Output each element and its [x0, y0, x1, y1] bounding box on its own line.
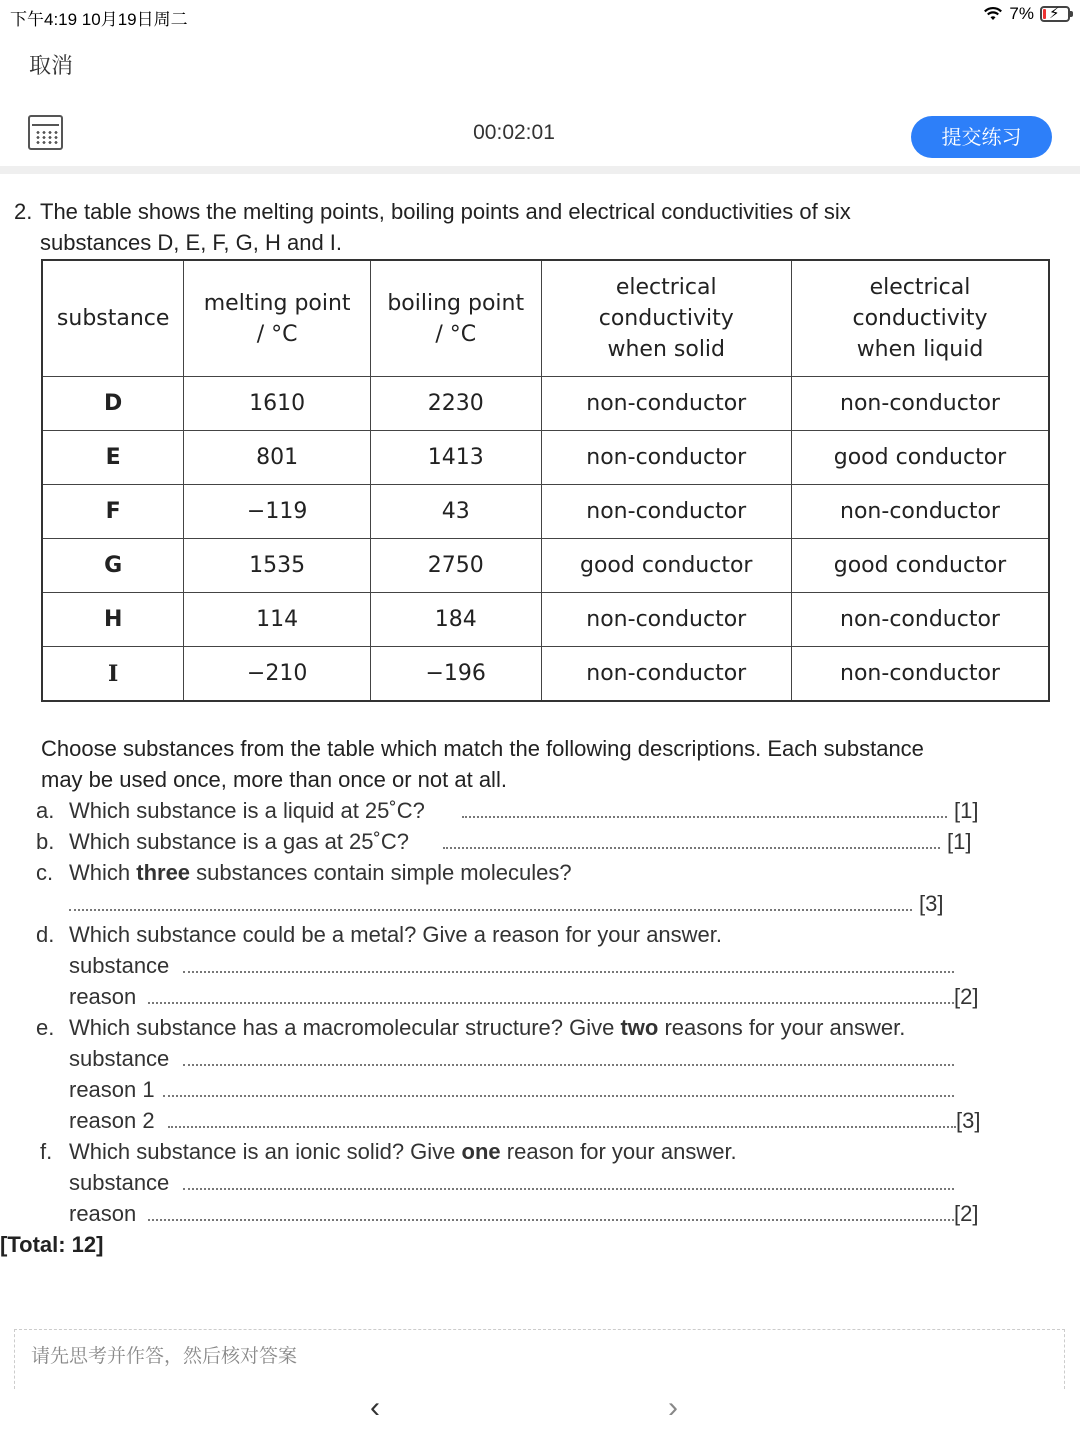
cell-melting: 114	[184, 593, 371, 647]
status-time: 下午4:19 10月19日周二	[10, 10, 188, 29]
part-label: d.	[36, 922, 55, 947]
answer-line[interactable]	[148, 1198, 954, 1229]
answer-line[interactable]	[183, 950, 954, 981]
table-header-row	[42, 260, 1049, 377]
table-row	[42, 485, 1049, 539]
answer-line[interactable]	[462, 795, 947, 826]
question-number: 2.	[14, 199, 33, 224]
cell-melting: 1535	[184, 539, 371, 593]
exam-toolbar	[0, 100, 1080, 166]
header-substance: substance	[42, 260, 184, 377]
bottom-nav	[0, 1389, 1080, 1440]
cancel-button[interactable]: 取消	[29, 53, 74, 78]
cell-boiling: −196	[370, 647, 541, 702]
answer-line[interactable]	[163, 1074, 954, 1105]
cell-substance: H	[42, 593, 184, 647]
part-label: c.	[36, 860, 54, 885]
question-text-line2: substances D, E, F, G, H and I.	[40, 230, 343, 255]
cell-solid: non-conductor	[541, 485, 792, 539]
header-melting-point: melting point / °C	[184, 260, 371, 377]
answer-input-box[interactable]	[14, 1329, 1065, 1389]
part-e: e. Which substance has a macromolecular structure? Give two reasons for your answer.	[0, 1012, 1080, 1043]
cell-solid: non-conductor	[541, 377, 792, 431]
header-conductivity-solid: electrical conductivity when solid	[541, 260, 792, 377]
cell-substance: I	[42, 647, 184, 702]
part-label: a.	[36, 798, 55, 823]
header-boiling-point: boiling point / °C	[370, 260, 541, 377]
part-text: Which substance could be a metal? Give a reason for your answer.	[69, 922, 723, 947]
part-f-reason: reason [2]	[0, 1198, 1080, 1229]
battery-charging-icon: ⚡	[1040, 6, 1070, 22]
part-c: c. Which three substances contain simple molecules?	[0, 857, 1080, 888]
part-c-answer	[0, 888, 1080, 919]
answer-line[interactable]	[148, 981, 954, 1012]
cell-substance: G	[42, 539, 184, 593]
cell-substance: D	[42, 377, 184, 431]
cell-solid: non-conductor	[541, 647, 792, 702]
part-f: f. Which substance is an ionic solid? Give one reason for your answer.	[0, 1136, 1080, 1167]
part-label: b.	[36, 829, 55, 854]
part-e-reason2: reason 2 [3]	[0, 1105, 1080, 1136]
instructions: Choose substances from the table which match the following descriptions. Each substance may be used once, more than once or not at all.	[41, 736, 924, 792]
cell-liquid: good conductor	[792, 539, 1050, 593]
prev-question-chevron-left-icon[interactable]: ‹	[370, 1391, 380, 1424]
table-row	[42, 593, 1049, 647]
mark: [3]	[919, 891, 944, 916]
answer-hint: 请先思考并作答，然后核对答案	[31, 1346, 298, 1367]
answer-line[interactable]	[168, 1105, 956, 1136]
question-text-line1: The table shows the melting points, boiling points and electrical conductivities of six	[40, 199, 851, 224]
cell-boiling: 2230	[370, 377, 541, 431]
answer-line[interactable]	[183, 1167, 954, 1198]
cell-liquid: non-conductor	[792, 377, 1050, 431]
cell-boiling: 43	[370, 485, 541, 539]
mark: [1]	[954, 798, 979, 823]
part-d	[0, 919, 1080, 950]
table-row	[42, 539, 1049, 593]
exam-timer: 00:02:01	[473, 121, 555, 144]
cell-boiling: 2750	[370, 539, 541, 593]
cell-substance: F	[42, 485, 184, 539]
part-label: e.	[36, 1015, 55, 1040]
total-marks: [Total: 12]	[0, 1232, 104, 1257]
mark: [3]	[956, 1108, 981, 1133]
table-row	[42, 431, 1049, 485]
table-row	[42, 647, 1049, 702]
cell-liquid: non-conductor	[792, 647, 1050, 702]
submit-practice-button[interactable]: 提交练习	[911, 116, 1052, 158]
cell-melting: 1610	[184, 377, 371, 431]
part-f-substance: substance	[0, 1167, 1080, 1198]
cell-solid: non-conductor	[541, 431, 792, 485]
cell-melting: −119	[184, 485, 371, 539]
battery-percent: 7%	[1009, 4, 1034, 23]
table-row	[42, 377, 1049, 431]
part-text: Which substance is a gas at 25˚C?	[69, 829, 409, 854]
cell-solid: non-conductor	[541, 593, 792, 647]
part-e-substance: substance	[0, 1043, 1080, 1074]
part-a	[0, 795, 1080, 826]
cell-liquid: non-conductor	[792, 593, 1050, 647]
header-divider	[0, 166, 1080, 174]
part-d-substance: substance	[0, 950, 1080, 981]
cell-substance: E	[42, 431, 184, 485]
part-text: Which substance is a liquid at 25˚C?	[69, 798, 425, 823]
part-label: f.	[40, 1139, 53, 1164]
header-conductivity-liquid: electrical conductivity when liquid	[792, 260, 1050, 377]
part-e-reason1: reason 1	[0, 1074, 1080, 1105]
substances-table	[41, 259, 1050, 702]
cell-melting: 801	[184, 431, 371, 485]
cell-boiling: 184	[370, 593, 541, 647]
mark: [2]	[954, 1201, 979, 1226]
mark: [1]	[947, 829, 972, 854]
answer-line[interactable]	[183, 1043, 954, 1074]
answer-line[interactable]	[69, 888, 912, 919]
part-b	[0, 826, 1080, 857]
wifi-icon	[983, 6, 1003, 22]
part-d-reason: reason [2]	[0, 981, 1080, 1012]
mark: [2]	[954, 984, 979, 1009]
cell-liquid: good conductor	[792, 431, 1050, 485]
cell-melting: −210	[184, 647, 371, 702]
cell-boiling: 1413	[370, 431, 541, 485]
status-bar	[0, 0, 1080, 30]
answer-line[interactable]	[443, 826, 940, 857]
next-question-chevron-right-icon[interactable]: ›	[668, 1391, 678, 1424]
cell-liquid: non-conductor	[792, 485, 1050, 539]
question-stem	[14, 196, 1054, 258]
cell-solid: good conductor	[541, 539, 792, 593]
